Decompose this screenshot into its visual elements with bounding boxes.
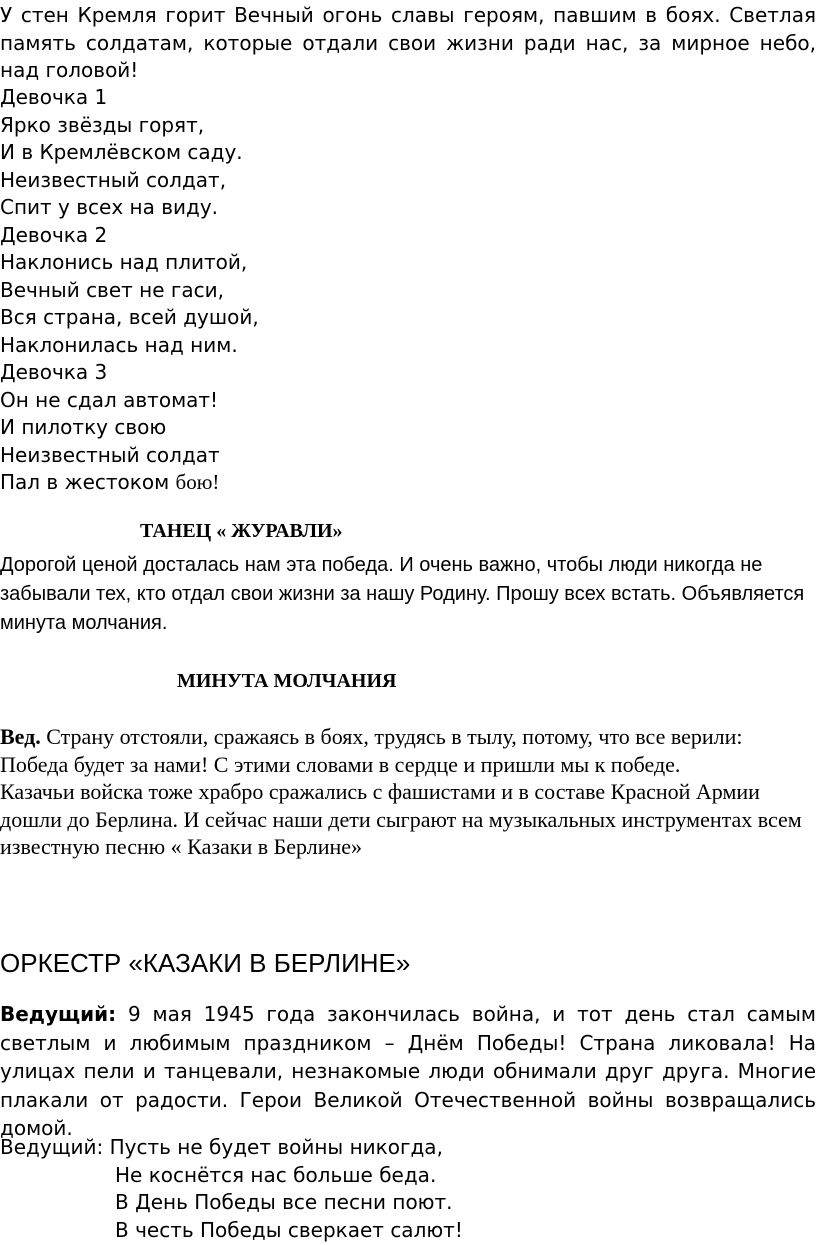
poem-line: Он не сдал автомат! <box>0 387 219 412</box>
host-paragraph <box>0 1000 816 1143</box>
presenter-paragraph-1 <box>0 723 816 778</box>
poem-last-line <box>0 469 259 497</box>
minute-of-silence-title: МИНУТА МОЛЧАНИЯ <box>177 670 397 692</box>
poem-line: И в Кремлёвском саду. <box>0 140 243 164</box>
orchestra-title: ОРКЕСТР «КАЗАКИ В БЕРЛИНЕ» <box>0 948 411 978</box>
intro-paragraph: У стен Кремля горит Вечный огонь славы героям, павшим в боях. Светлая память солдатам, которые отдали свои жизни ради нас, за мирное небо, над головой! <box>0 3 816 82</box>
presenter-block <box>0 723 816 861</box>
presenter-paragraph-2: Казачьи войска тоже храбро сражались с фашистами и в составе Красной Армии дошли до Берлина. И сейчас наши дети сыграют на музыкальных инструментах всем известную песню « Казаки в Берлине» <box>0 779 802 859</box>
poem-line: Неизвестный солдат <box>0 442 220 467</box>
silence-intro-paragraph: Дорогой ценой досталась нам эта победа. И очень важно, чтобы люди никогда не забывали тех, кто отдал свои жизни за нашу Родину. Прошу всех встать. Объявляется минута молчания. <box>0 554 805 634</box>
dance-title: ТАНЕЦ « ЖУРАВЛИ» <box>140 520 343 542</box>
presenter-label: Вед. <box>0 724 41 749</box>
poem-line: Ярко звёзды горят, <box>0 112 205 137</box>
poem-line: Вечный свет не гаси, <box>0 277 225 302</box>
poem-line: Девочка 2 <box>0 222 108 247</box>
final-poem-line: Не коснётся нас больше беда. <box>115 1162 437 1187</box>
poem-line: Наклонилась над ним. <box>0 332 238 357</box>
final-poem-block <box>0 1134 463 1244</box>
poem-line: Неизвестный солдат, <box>0 167 227 192</box>
poem-line: Вся страна, всей душой, <box>0 305 259 329</box>
presenter-text-1: Страну отстояли, сражаясь в боях, трудясь в тылу, потому, что все верили: Победа будет за нами! С этими словами в сердце и пришли мы к победе. <box>0 724 743 777</box>
poem-last-line-end: бою! <box>175 470 220 494</box>
final-poem-first-line: Ведущий: Пусть не будет войны никогда, <box>0 1135 443 1159</box>
host-label: Ведущий: <box>0 1002 117 1026</box>
final-poem-line: В честь Победы сверкает салют! <box>115 1217 463 1242</box>
poem-block <box>0 84 259 497</box>
final-poem-line: В День Победы все песни поют. <box>115 1190 453 1214</box>
host-text: 9 мая 1945 года закончилась война, и тот день стал самым светлым и любимым праздником – Днём Победы! Страна ликовала! На улицах пели и танцевали, незнакомые люди обнимали друг друга. Многие плакали от радости. Герои Великой Отечественной войны возвращались домой. <box>0 1002 816 1140</box>
poem-line: Наклонись над плитой, <box>0 250 248 274</box>
poem-line: И пилотку свою <box>0 415 167 439</box>
poem-line: Девочка 3 <box>0 360 108 384</box>
poem-last-line-start: Пал в жестоком <box>0 470 176 494</box>
poem-line: Девочка 1 <box>0 85 108 109</box>
poem-line: Спит у всех на виду. <box>0 195 219 219</box>
